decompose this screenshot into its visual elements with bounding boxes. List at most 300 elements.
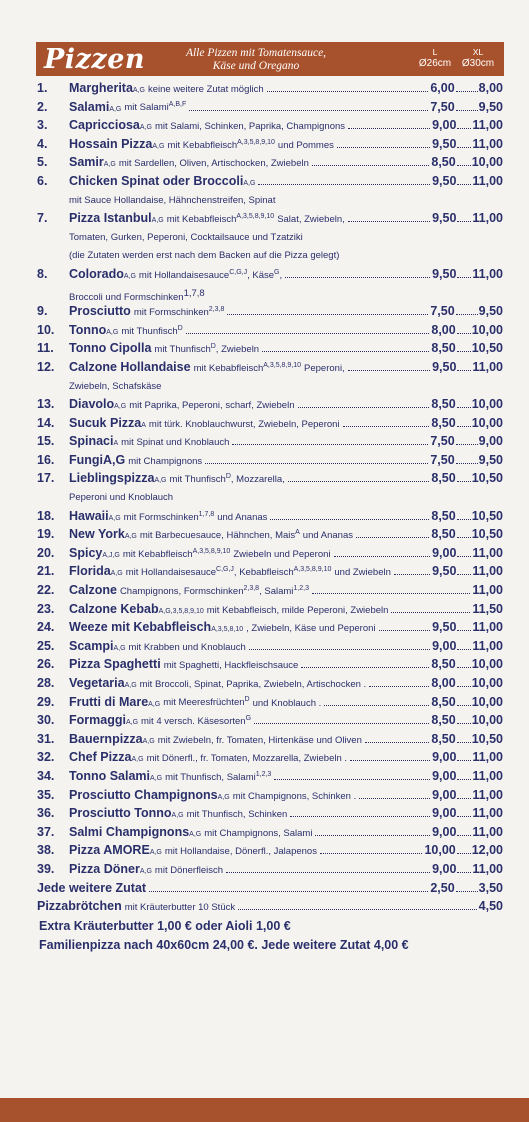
item-description — [233, 791, 357, 802]
description-allergen-codes: C,G,J — [229, 268, 248, 276]
menu-item — [37, 749, 503, 768]
item-allergen-codes: A,G — [114, 403, 127, 411]
price-xl: 11,00 — [472, 359, 503, 374]
item-allergen-codes: A,G — [123, 272, 136, 280]
leader-dots — [149, 891, 428, 892]
description-allergen-codes: A,3,5,8,9,10 — [236, 213, 275, 220]
menu-item — [37, 470, 503, 489]
item-name: Samir — [69, 155, 104, 170]
item-name: Prosciutto Tonno — [69, 806, 172, 821]
price-xl: 10,00 — [471, 155, 503, 170]
menu-note-text: Familienpizza nach 40x60cm 24,00 €. Jede weitere Zutat 4,00 € — [39, 937, 409, 952]
item-description — [121, 325, 182, 337]
description-text: mit Kräuterbutter 10 Stück — [124, 902, 236, 914]
price-l: 8,50 — [431, 155, 456, 170]
item-description-continued — [37, 247, 503, 266]
price-xl: 12,00 — [471, 843, 503, 858]
item-number: 21. — [37, 564, 55, 579]
menu-item — [37, 675, 503, 694]
price-separator-dots — [457, 667, 471, 668]
price-xl: 11,00 — [472, 545, 503, 560]
price-xl: 10,00 — [471, 415, 503, 430]
menu-item — [37, 303, 503, 322]
item-line — [69, 564, 503, 578]
price-xl: 10,50 — [471, 471, 503, 486]
item-allergen-codes: A,G — [113, 644, 126, 652]
leader-dots — [348, 128, 430, 129]
description-text-2: , Mozzarella, — [230, 474, 285, 486]
description-text: mit Hollandaisesauce — [125, 567, 217, 579]
price-xl: 9,50 — [478, 304, 503, 319]
price-xl: 11,00 — [472, 211, 503, 226]
item-number: 37. — [37, 824, 55, 839]
price-xl: 10,00 — [471, 657, 503, 672]
item-name: Florida — [69, 564, 111, 579]
price-separator-dots — [457, 872, 471, 873]
item-name: Diavolo — [69, 397, 115, 412]
description-allergen-codes-2: 1,2,3 — [293, 584, 309, 592]
price-xl: 10,50 — [471, 508, 503, 523]
price-separator-dots — [457, 630, 471, 631]
description-text: mit Kebabfleisch — [122, 548, 193, 560]
continued-text — [69, 288, 205, 303]
price-separator-dots — [457, 574, 471, 575]
menu-item — [37, 601, 503, 620]
item-name: Weeze mit Kebabfleisch — [69, 620, 212, 635]
continued-text-value: mit Sauce Hollandaise, Hähnchenstreifen, Spinat — [69, 194, 276, 206]
item-allergen-codes: A,J,G — [102, 551, 120, 559]
item-number: 11. — [37, 341, 54, 356]
leader-dots — [324, 705, 429, 706]
item-allergen-codes: A,G — [131, 756, 144, 764]
price-xl: 10,00 — [471, 676, 503, 690]
description-text: mit Thunfisch — [121, 325, 178, 337]
price-separator-dots — [456, 463, 478, 464]
size-column-l — [414, 47, 456, 69]
description-text: mit Thunfisch, Salami — [165, 771, 256, 783]
item-number: 16. — [37, 452, 55, 467]
item-name: Vegetaria — [69, 676, 125, 690]
leader-dots — [394, 574, 430, 575]
menu-item — [37, 638, 503, 657]
price-l: 8,50 — [431, 657, 456, 672]
item-line — [69, 583, 503, 597]
item-line — [69, 769, 503, 783]
price-l: 9,00 — [432, 824, 457, 839]
price-separator-dots — [457, 165, 471, 166]
menu-item — [37, 656, 503, 675]
item-allergen-codes: A,G — [148, 700, 161, 708]
item-number: 5. — [37, 155, 48, 170]
item-number: 32. — [37, 750, 55, 765]
item-description — [204, 828, 312, 839]
item-line — [69, 267, 503, 281]
description-text: mit Champignons, Salami — [204, 827, 313, 839]
item-line — [69, 843, 503, 857]
description-allergen-codes: A,3,5,8,9,10 — [237, 138, 275, 146]
item-allergen-codes: A,G — [139, 124, 152, 132]
section-subtitle — [146, 47, 366, 73]
item-number: 12. — [37, 359, 55, 374]
item-name: Bauernpizza — [69, 731, 143, 746]
price-separator-dots — [457, 426, 471, 427]
menu-note-text: Extra Kräuterbutter 1,00 € oder Aioli 1,00 € — [39, 918, 291, 933]
item-number: 3. — [37, 118, 48, 133]
price-separator-dots — [457, 742, 471, 743]
price-separator-dots — [457, 147, 471, 148]
menu-item — [37, 545, 503, 564]
continued-text-value: (die Zutaten werden erst nach dem Backen auf die Pizza gelegt) — [69, 250, 340, 262]
price-separator-dots — [457, 649, 471, 650]
description-text-3: und Zwiebeln — [334, 567, 391, 579]
item-allergen-codes: A — [141, 421, 146, 429]
item-name: Chicken Spinat oder Broccoli — [69, 173, 244, 188]
item-line — [69, 471, 503, 485]
item-allergen-codes: A,G — [103, 161, 116, 169]
item-name: Tonno — [69, 322, 107, 337]
item-description — [128, 456, 202, 467]
item-allergen-codes: A,G — [106, 328, 119, 336]
item-name-suffix: A,G — [103, 452, 126, 467]
description-text: mit Krabben und Knoblauch — [128, 641, 246, 653]
item-allergen-codes: A,G — [217, 793, 230, 801]
item-name: Jede weitere Zutat — [37, 880, 147, 895]
description-text: Champignons, Formschinken — [119, 586, 244, 598]
item-line — [69, 620, 503, 634]
item-line — [69, 81, 503, 95]
description-allergen-codes: A,B,F — [168, 101, 187, 109]
item-name: Pizza Spaghetti — [69, 657, 161, 672]
description-text: mit Zwiebeln, fr. Tomaten, Hirtenkäse und Oliven — [157, 734, 362, 746]
item-description — [167, 139, 333, 151]
price-xl: 11,00 — [472, 583, 503, 598]
item-name: Frutti di Mare — [69, 694, 149, 709]
price-l: 7,50 — [430, 304, 455, 319]
description-text: mit Barbecuesauce, Hähnchen, Mais — [139, 530, 296, 542]
item-description — [149, 419, 340, 430]
price-separator-dots — [457, 184, 471, 185]
item-line — [69, 527, 503, 541]
price-separator-dots — [457, 221, 471, 222]
description-allergen-codes: 2,3,8 — [208, 305, 225, 313]
price-xl: 9,50 — [478, 452, 503, 467]
price-l: 10,00 — [424, 843, 456, 858]
item-allergen-codes: A,G — [132, 87, 145, 94]
price-l: 9,50 — [432, 211, 457, 226]
item-line — [69, 639, 503, 653]
continued-text — [69, 232, 303, 243]
price-xl: 3,50 — [478, 880, 503, 895]
description-text-2: und Pommes — [277, 139, 334, 151]
item-name: Pizza Istanbul — [69, 211, 152, 226]
item-description — [134, 306, 225, 318]
leader-dots — [267, 91, 429, 92]
item-line — [69, 137, 503, 151]
description-allergen-codes: A,3,5,8,9,10 — [192, 547, 231, 555]
menu-item — [37, 80, 503, 99]
item-allergen-codes: A,G — [109, 105, 122, 113]
item-allergen-codes: A,G — [151, 217, 164, 225]
item-description — [207, 605, 389, 616]
menu-note — [37, 936, 503, 955]
price-separator-dots — [457, 816, 471, 817]
price-l: 9,00 — [432, 750, 457, 765]
price-l: 8,50 — [431, 731, 456, 746]
price-separator-dots — [457, 333, 471, 334]
item-description — [187, 809, 288, 820]
size-diameter-l: Ø26cm — [418, 58, 452, 69]
price-l: 9,00 — [432, 787, 457, 802]
price-l: 7,50 — [430, 434, 455, 449]
item-description — [167, 213, 345, 225]
item-description-continued — [37, 489, 503, 508]
item-line — [69, 546, 503, 560]
description-text-2: Zwiebeln und Peperoni — [233, 548, 331, 560]
item-name: Hawaii — [69, 508, 109, 523]
item-line — [69, 657, 503, 671]
price-separator-dots — [457, 723, 471, 724]
menu-item — [37, 136, 503, 155]
item-name: Pizza Döner — [69, 861, 140, 876]
item-allergen-codes: A,G — [171, 812, 184, 820]
price-l: 7,50 — [430, 452, 455, 467]
item-name: Hossain Pizza — [69, 136, 153, 151]
price-xl: 10,50 — [471, 731, 503, 746]
size-column-xl — [457, 47, 499, 69]
item-number: 23. — [37, 601, 55, 616]
leader-dots — [226, 872, 430, 873]
item-description — [124, 511, 268, 523]
description-allergen-codes: 2,3,8 — [243, 584, 260, 592]
leader-dots — [189, 110, 428, 111]
price-l: 2,50 — [430, 880, 455, 895]
item-name: Calzone — [69, 583, 117, 598]
item-name: Calzone Hollandaise — [69, 359, 191, 374]
item-name: Margherita — [69, 81, 133, 95]
item-number: 9. — [37, 304, 48, 319]
item-number: 25. — [37, 638, 55, 653]
item-description — [155, 121, 345, 132]
price-xl: 11,00 — [472, 173, 503, 188]
description-text: mit Dönerfl., fr. Tomaten, Mozzarella, Zwiebeln . — [146, 753, 348, 765]
description-allergen-codes: D — [177, 324, 183, 332]
item-description — [165, 846, 317, 857]
item-description — [140, 679, 367, 690]
item-description — [170, 473, 285, 485]
price-l: 8,00 — [431, 322, 456, 337]
menu-item — [37, 210, 503, 229]
leader-dots — [258, 184, 430, 185]
price-separator-dots — [457, 556, 471, 557]
item-description — [124, 101, 186, 113]
item-description — [163, 696, 321, 708]
menu-item — [37, 712, 503, 731]
item-number: 24. — [37, 620, 55, 635]
price-xl: 11,00 — [472, 564, 503, 579]
item-name: Calzone Kebab — [69, 601, 159, 616]
item-line — [69, 211, 503, 225]
price-l: 9,50 — [432, 173, 457, 188]
item-description — [119, 158, 309, 169]
leader-dots — [379, 630, 431, 631]
item-description — [141, 715, 251, 727]
item-allergen-codes: A,G — [124, 682, 137, 689]
item-name: Tonno Salami — [69, 768, 151, 783]
continued-text — [69, 492, 173, 503]
item-allergen-codes: A,G — [154, 477, 167, 485]
allergen-codes: 1,7,8 — [183, 287, 205, 299]
description-text-2: , Käse — [247, 269, 275, 281]
description-text: mit Champignons — [128, 455, 203, 467]
item-number: 7. — [37, 211, 48, 226]
description-text: mit Dönerfleisch — [154, 864, 224, 876]
leader-dots — [249, 649, 430, 650]
price-xl: 11,00 — [472, 861, 503, 876]
item-name: Spicy — [69, 545, 103, 560]
continued-text-value: Tomaten, Gurken, Peperoni, Cocktailsauce und Tzatziki — [69, 231, 303, 243]
item-name: Capricciosa — [69, 118, 140, 133]
item-description — [164, 660, 299, 671]
price-separator-dots — [457, 705, 471, 706]
price-xl: 11,00 — [472, 136, 503, 151]
item-description-continued — [37, 378, 503, 397]
description-text: mit Formschinken — [123, 511, 199, 523]
item-description — [194, 362, 345, 374]
item-allergen-codes: A,G — [152, 142, 165, 150]
item-description — [140, 529, 353, 541]
menu-item — [37, 322, 503, 341]
price-l: 8,50 — [431, 415, 456, 430]
price-xl: 11,00 — [472, 620, 503, 635]
menu-item — [37, 415, 503, 434]
item-line — [69, 118, 503, 132]
menu-item — [37, 582, 503, 601]
menu-item — [37, 359, 503, 378]
description-text: mit Champignons, Schinken . — [232, 790, 357, 802]
leader-dots — [288, 481, 430, 482]
menu-item — [37, 898, 503, 917]
description-text: mit Kebabfleisch — [167, 139, 238, 151]
size-label-l: L — [432, 47, 438, 57]
item-line — [69, 434, 503, 448]
menu-item — [37, 861, 503, 880]
leader-dots — [285, 277, 430, 278]
item-number: 8. — [37, 266, 48, 281]
price-xl: 11,50 — [472, 601, 503, 616]
leader-dots — [227, 314, 428, 315]
price-xl: 10,00 — [471, 322, 503, 337]
item-allergen-codes: A,G — [125, 719, 139, 727]
item-description-continued — [37, 285, 503, 304]
item-line — [69, 732, 503, 746]
item-description — [129, 400, 294, 411]
description-text-2: Peperoni, — [304, 362, 345, 374]
description-text: mit Salami, Schinken, Paprika, Champignons — [154, 121, 346, 133]
description-text: mit Thunfisch — [169, 474, 226, 486]
price-xl: 10,00 — [471, 713, 503, 728]
item-description — [126, 566, 391, 578]
price-separator-dots — [457, 481, 471, 482]
leader-dots — [186, 333, 430, 334]
description-text: mit Paprika, Peperoni, scharf, Zwiebeln — [129, 400, 295, 412]
leader-dots — [312, 593, 470, 594]
description-allergen-codes: 1,2,3 — [255, 770, 272, 778]
description-text: mit Thunfisch — [154, 344, 211, 356]
menu-item — [37, 842, 503, 861]
item-line — [69, 713, 503, 727]
price-separator-dots — [457, 407, 471, 408]
price-l: 8,50 — [431, 527, 456, 542]
description-text: , Zwiebeln, Käse und Peperoni — [246, 623, 376, 635]
price-separator-dots — [457, 779, 471, 780]
item-description — [246, 623, 375, 634]
item-number: 34. — [37, 768, 55, 783]
item-allergen-codes: A,G,3,5,8,9,10 — [158, 607, 204, 615]
item-description — [120, 585, 309, 597]
price-l: 6,00 — [430, 81, 455, 95]
footer-bar — [0, 1098, 529, 1122]
description-allergen-codes: C,G,J — [216, 566, 234, 574]
price-l: 8,50 — [431, 397, 456, 412]
item-number: 6. — [37, 173, 48, 188]
price-separator-dots — [456, 314, 478, 315]
item-line — [69, 453, 503, 467]
price-separator-dots — [457, 370, 471, 371]
price-xl: 11,00 — [472, 824, 503, 839]
description-text-2: und Ananas — [302, 530, 353, 542]
leader-dots — [348, 370, 430, 371]
leader-dots — [365, 742, 430, 743]
price-xl: 10,50 — [471, 341, 503, 356]
menu-item — [37, 452, 503, 471]
item-name: Fungi — [69, 452, 104, 467]
description-allergen-codes-2: G — [274, 268, 280, 276]
price-l: 8,50 — [431, 713, 456, 728]
item-description — [121, 437, 229, 448]
item-description — [147, 753, 347, 764]
item-line — [69, 695, 503, 709]
price-xl: 4,50 — [478, 899, 503, 914]
item-line — [69, 155, 503, 169]
item-allergen-codes: A,G — [243, 179, 256, 187]
item-line — [69, 397, 503, 411]
item-number: 38. — [37, 843, 55, 858]
item-number: 2. — [37, 99, 48, 114]
price-l: 9,00 — [432, 118, 457, 133]
description-text-2: und Ananas — [217, 511, 268, 523]
description-text-2: , Zwiebeln — [215, 344, 260, 356]
menu-item — [37, 731, 503, 750]
menu-item — [37, 824, 503, 843]
price-l: 8,50 — [431, 694, 456, 709]
item-allergen-codes: A,G — [108, 514, 121, 522]
item-description — [148, 84, 264, 95]
section-title: Pizzen — [44, 44, 146, 75]
item-description-continued — [37, 229, 503, 248]
leader-dots — [315, 835, 430, 836]
leader-dots — [343, 426, 430, 427]
item-line — [69, 341, 503, 355]
item-name: Scampi — [69, 638, 114, 653]
leader-dots — [270, 519, 429, 520]
leader-dots — [274, 779, 430, 780]
price-xl: 8,00 — [478, 81, 503, 95]
item-description — [123, 548, 331, 560]
item-name: Spinaci — [69, 434, 114, 449]
description-text-2: und Knoblauch . — [252, 697, 322, 709]
leader-dots — [356, 537, 429, 538]
description-text: mit Kebabfleisch, milde Peperoni, Zwiebeln — [206, 604, 389, 616]
